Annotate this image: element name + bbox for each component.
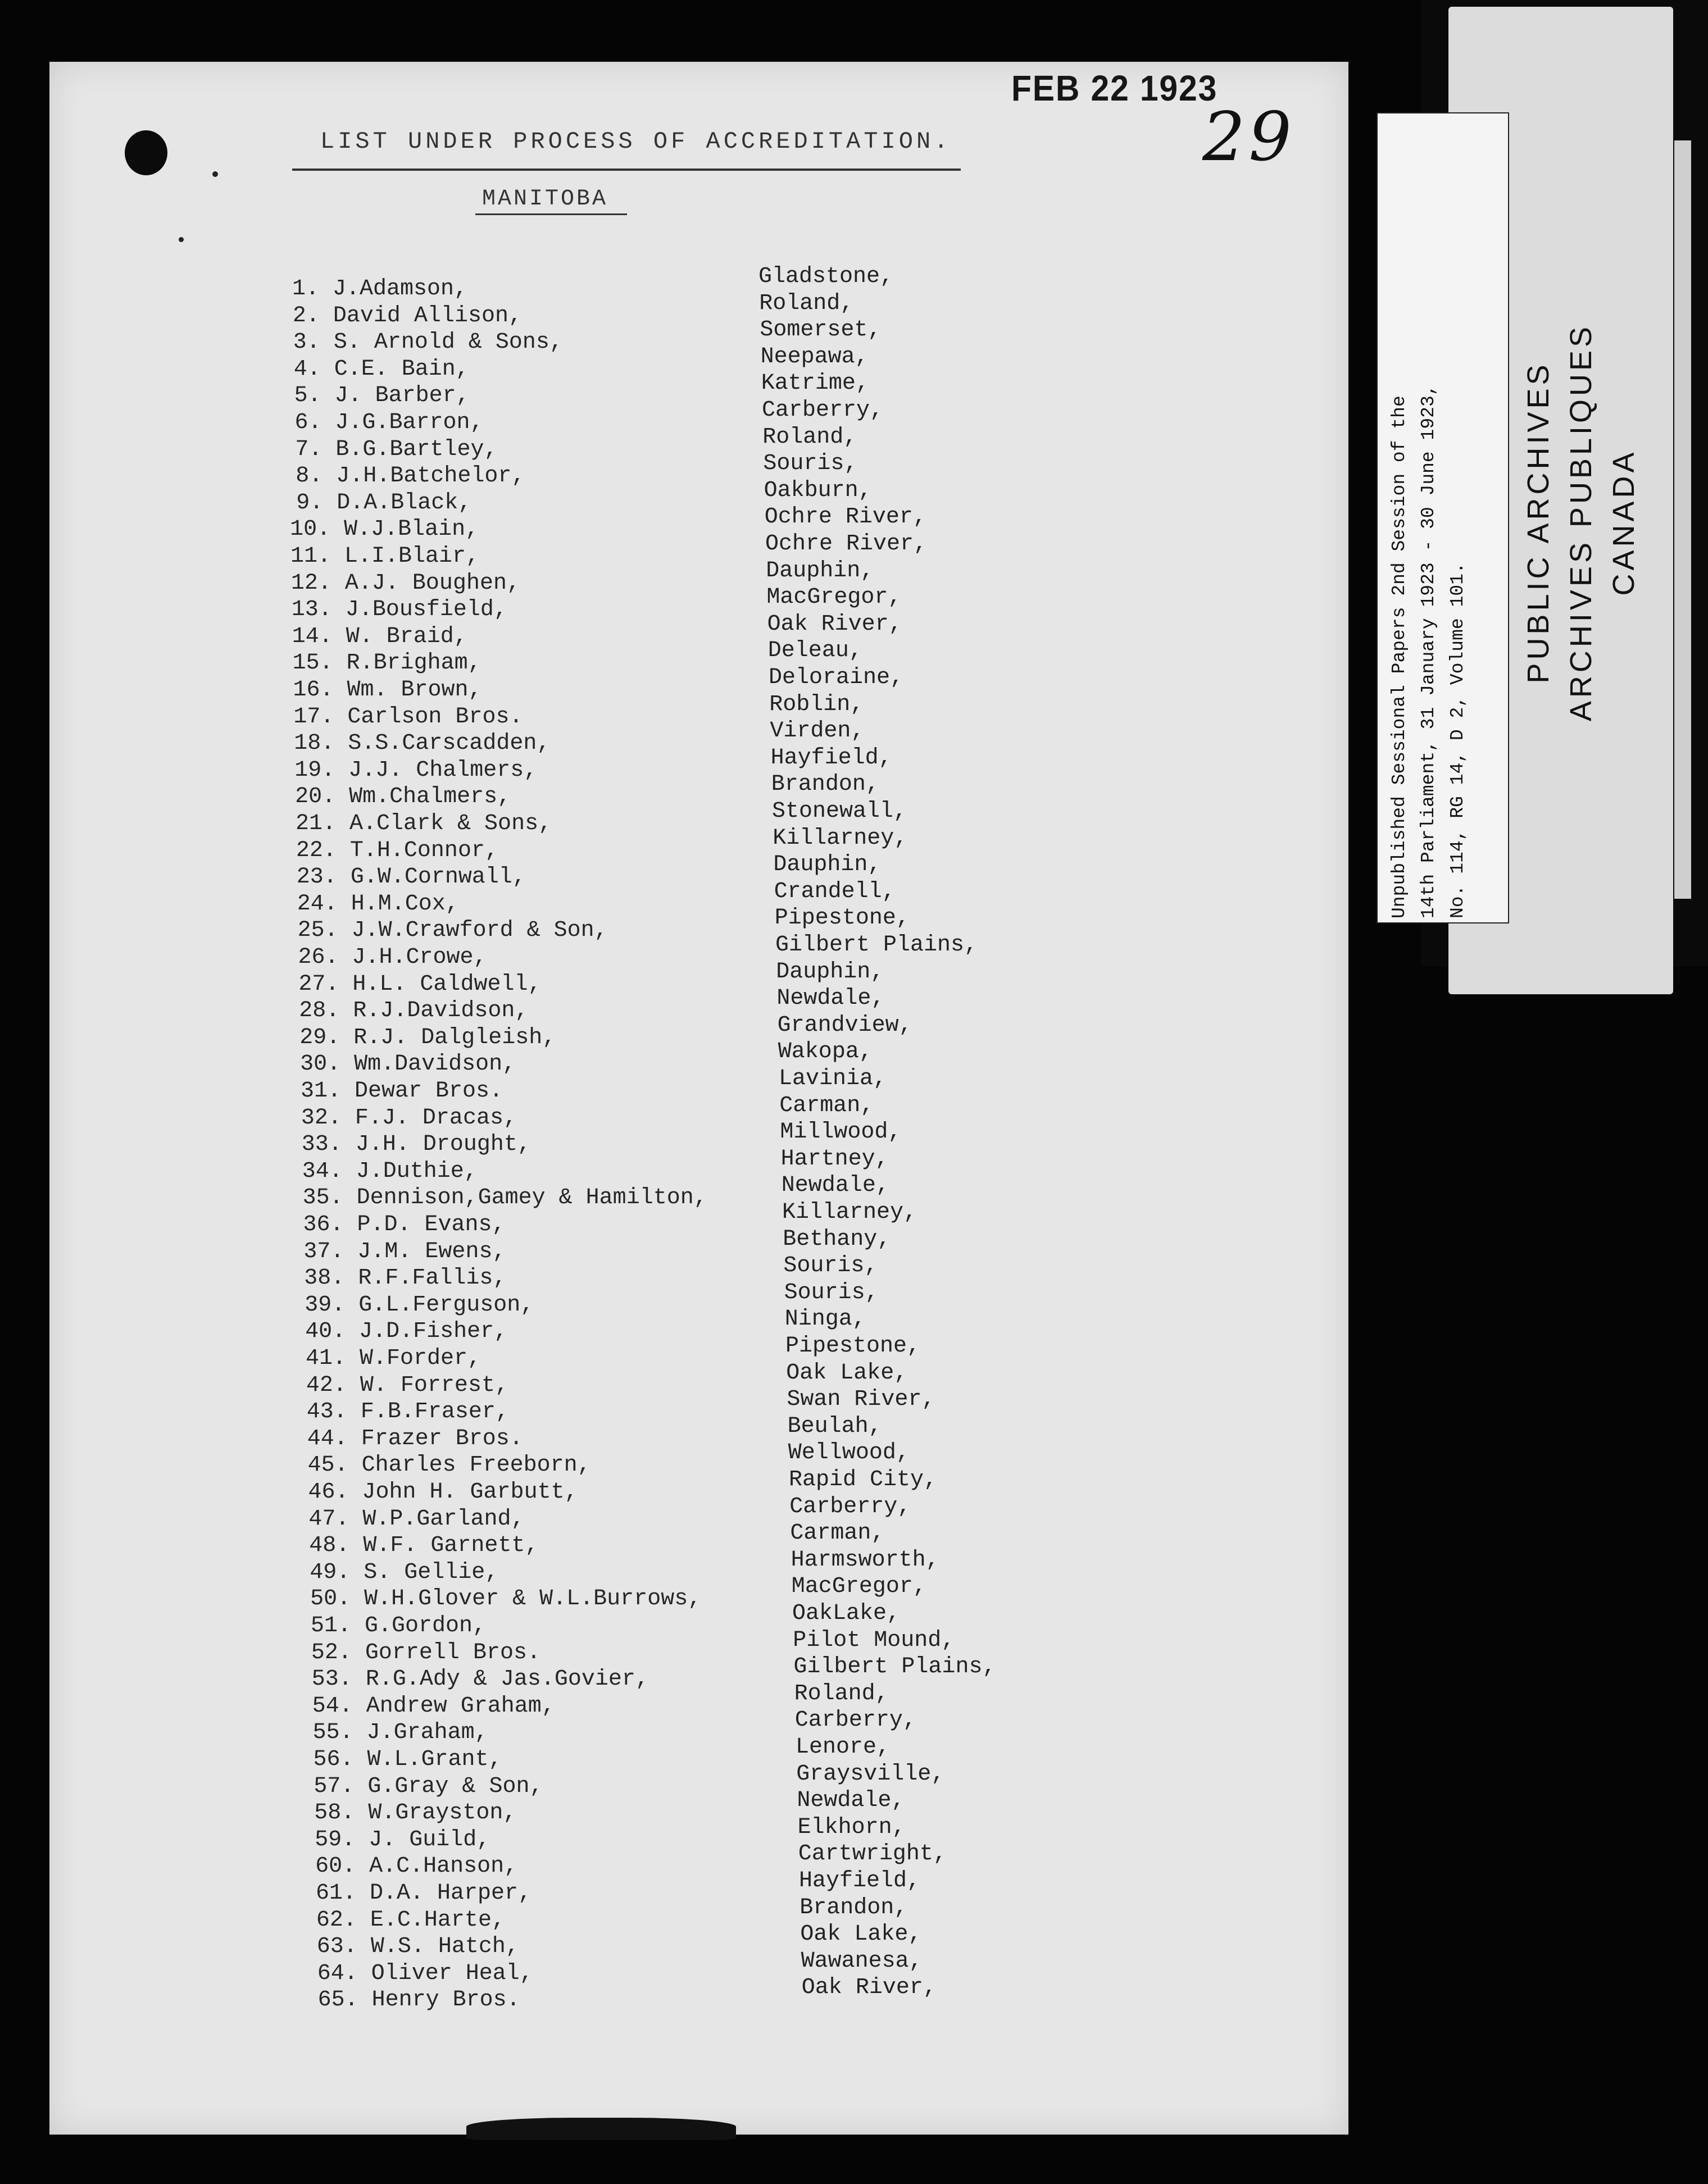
entry-location: Roblin, [769, 691, 864, 717]
list-item [314, 1773, 543, 1801]
entry-location: Lenore, [796, 1735, 891, 1760]
entry-name: L.I.Blair, [344, 544, 480, 569]
list-item [312, 1692, 555, 1721]
subheading-underline [475, 213, 627, 215]
archive-label-text [1385, 121, 1473, 918]
entry-location: Dauphin, [766, 558, 874, 584]
entry-location: Wawanesa, [801, 1948, 923, 1974]
entry-number: 4. [293, 356, 334, 382]
entry-name: W. Braid, [346, 624, 467, 649]
list-item [297, 890, 459, 918]
entry-name: G.Gray & Son, [367, 1773, 543, 1799]
document-heading: LIST UNDER PROCESS OF ACCREDITATION. [320, 128, 952, 155]
entry-location: Gladstone, [758, 264, 894, 289]
list-item [305, 1291, 534, 1320]
entry-location: MacGregor, [791, 1574, 926, 1600]
archive-stamp [1517, 275, 1645, 770]
entry-name: W.F. Garnett, [363, 1533, 539, 1559]
entry-number: 56. [313, 1747, 367, 1772]
entry-number: 25. [297, 918, 352, 944]
entry-number: 46. [308, 1480, 362, 1505]
entry-location: MacGregor, [766, 585, 902, 611]
entry-name: R.Brigham, [346, 650, 481, 676]
list-item [296, 462, 525, 490]
list-item [294, 356, 469, 384]
entry-location: Hartney, [780, 1146, 889, 1172]
entry-number: 49. [310, 1559, 364, 1585]
entry-number: 30. [300, 1052, 355, 1077]
entry-number: 18. [294, 731, 348, 757]
entry-location: Roland, [762, 424, 857, 450]
entry-number: 27. [298, 971, 353, 997]
list-item [307, 1425, 523, 1453]
archive-stamp-line: CANADA [1607, 449, 1641, 596]
entry-number: 14. [292, 624, 346, 649]
entry-name: S.S.Carscadden, [348, 731, 551, 757]
paper-speck [179, 237, 184, 242]
list-item [292, 623, 467, 651]
entry-number: 51. [311, 1613, 365, 1639]
entry-name: J.Graham, [366, 1720, 488, 1746]
entry-location: Gilbert Plains, [775, 932, 978, 958]
entry-location: Somerset, [760, 317, 882, 343]
entry-number: 20. [295, 784, 349, 810]
list-item [291, 570, 520, 598]
entry-location: Harmsworth, [791, 1547, 939, 1573]
entry-number: 38. [304, 1266, 358, 1291]
list-item [295, 409, 484, 437]
entry-number: 29. [299, 1025, 354, 1050]
entry-name: G.L.Ferguson, [358, 1292, 534, 1318]
entry-name: W. Forrest, [360, 1372, 508, 1398]
entry-name: J.H.Batchelor, [336, 463, 525, 489]
entry-number: 33. [301, 1132, 356, 1158]
list-item [297, 863, 526, 891]
entry-location: Brandon, [800, 1895, 908, 1921]
entry-location: Wakopa, [778, 1039, 873, 1065]
entry-number: 5. [294, 383, 335, 409]
list-item [294, 730, 550, 758]
list-item [299, 1024, 556, 1052]
entry-number: 53. [311, 1667, 366, 1692]
entry-name: Charles Freeborn, [361, 1453, 591, 1478]
entry-name: W.Forder, [360, 1346, 481, 1371]
entry-location: Crandell, [774, 879, 896, 904]
entry-number: 19. [294, 757, 349, 783]
heading-underline [292, 169, 961, 171]
entry-name: Carlson Bros. [347, 704, 523, 730]
list-item [295, 436, 497, 464]
entry-location: Oak Lake, [800, 1922, 922, 1948]
entry-location: Carberry, [794, 1708, 916, 1733]
list-item [293, 676, 482, 704]
entry-location: Stonewall, [772, 799, 907, 824]
entry-number: 24. [297, 891, 351, 917]
list-item [293, 329, 563, 357]
entry-location: Virden, [770, 718, 865, 744]
entry-name: A.C.Hanson, [369, 1854, 518, 1880]
entry-location: Elkhorn, [797, 1814, 906, 1840]
entry-location: OakLake, [792, 1601, 901, 1626]
entry-location: Lavinia, [779, 1066, 887, 1091]
entry-number: 6. [294, 410, 335, 435]
entry-name: G.Gordon, [365, 1613, 487, 1639]
entry-name: W.S. Hatch, [370, 1934, 519, 1960]
entry-name: A.J. Boughen, [344, 570, 520, 596]
entry-number: 41. [306, 1346, 360, 1371]
entry-number: 54. [312, 1693, 366, 1719]
list-item [294, 382, 470, 410]
list-item [303, 1211, 506, 1239]
entry-location: Hayfield, [770, 745, 892, 771]
entry-name: J.J. Chalmers, [348, 757, 538, 783]
entry-number: 26. [298, 945, 352, 970]
entry-number: 15. [292, 650, 347, 676]
entry-name: C.E. Bain, [334, 356, 469, 382]
list-item [306, 1372, 508, 1400]
list-item [306, 1345, 481, 1373]
entry-name: J.G.Barron, [335, 410, 484, 435]
list-item [301, 1104, 517, 1132]
entry-number: 45. [307, 1453, 362, 1478]
entry-number: 63. [316, 1934, 371, 1960]
entry-name: W.L.Grant, [367, 1747, 502, 1772]
entry-location: Swan River, [787, 1387, 935, 1413]
entry-name: J.Duthie, [356, 1158, 478, 1184]
entry-name: E.C.Harte, [370, 1907, 505, 1933]
entry-location: Roland, [759, 290, 854, 316]
entry-name: T.H.Connor, [349, 838, 498, 863]
entry-name: A.Clark & Sons, [349, 811, 552, 836]
folder-tab [1674, 140, 1691, 899]
entry-name: W.Grayston, [368, 1800, 517, 1826]
archive-label-line: No. 114, RG 14, D 2, Volume 101. [1447, 562, 1468, 918]
list-item [315, 1853, 517, 1881]
list-item [302, 1158, 478, 1186]
entry-location: Beulah, [787, 1413, 882, 1439]
entry-number: 8. [296, 463, 337, 489]
punch-hole [125, 130, 167, 175]
entry-location: Deleau, [767, 638, 862, 664]
list-item [299, 997, 528, 1025]
list-item [305, 1318, 507, 1346]
entry-number: 60. [315, 1854, 370, 1880]
entry-number: 58. [314, 1800, 369, 1826]
list-item [316, 1880, 532, 1908]
entry-location: Cartwright, [798, 1841, 947, 1867]
entry-number: 1. [292, 276, 333, 302]
archive-label-line: 14th Parliament, 31 January 1923 - 30 June 1923, [1418, 384, 1439, 918]
entry-location: Rapid City, [789, 1467, 938, 1493]
list-item [310, 1559, 498, 1587]
entry-location: Souris, [784, 1280, 879, 1305]
entry-location: Pipestone, [785, 1334, 921, 1359]
entry-location: Graysville, [796, 1761, 945, 1787]
list-item [293, 703, 523, 731]
entry-location: Oak Lake, [786, 1360, 908, 1386]
entry-number: 32. [301, 1105, 355, 1131]
entry-number: 16. [293, 677, 347, 703]
entry-location: Hayfield, [799, 1868, 921, 1894]
entry-number: 55. [312, 1720, 367, 1746]
entry-location: Oakburn, [764, 477, 872, 503]
entry-name: J.Bousfield, [345, 597, 507, 623]
entry-number: 2. [292, 303, 333, 329]
entry-number: 59. [315, 1827, 369, 1853]
list-item [310, 1585, 701, 1613]
entry-number: 65. [317, 1987, 372, 2013]
list-item [294, 757, 537, 785]
entry-number: 48. [309, 1533, 364, 1559]
list-item [298, 917, 608, 945]
entry-location: Souris, [783, 1253, 878, 1279]
entry-location: Ninga, [784, 1307, 866, 1332]
list-item [295, 783, 511, 811]
entry-name: H.L. Caldwell, [352, 971, 542, 997]
entry-name: Oliver Heal, [371, 1960, 533, 1986]
entry-name: H.M.Cox, [351, 891, 459, 917]
list-item [296, 837, 498, 865]
entry-name: J.Adamson, [333, 276, 468, 302]
entry-name: Gorrell Bros. [365, 1640, 540, 1666]
archive-stamp-line: ARCHIVES PUBLIQUES [1564, 323, 1598, 722]
entry-number: 28. [299, 998, 353, 1024]
page-number: 29 [1202, 98, 1295, 176]
entry-number: 37. [303, 1239, 358, 1264]
entry-name: S. Arnold & Sons, [333, 330, 563, 356]
entry-location: Grandview, [777, 1012, 912, 1038]
list-item [292, 275, 467, 303]
entry-name: John H. Garbutt, [362, 1480, 578, 1505]
entry-name: J.H.Crowe, [352, 945, 487, 970]
document-page [49, 62, 1348, 2135]
entry-number: 39. [305, 1292, 359, 1318]
entry-number: 23. [296, 865, 351, 890]
entry-location: Souris, [763, 451, 858, 477]
list-item [318, 1986, 520, 2014]
list-item [303, 1238, 506, 1266]
list-item [298, 971, 541, 999]
list-item [317, 1960, 533, 1988]
entry-name: R.J. Dalgleish, [353, 1025, 556, 1050]
entry-name: G.W.Cornwall, [350, 865, 526, 890]
entry-name: Andrew Graham, [366, 1693, 555, 1719]
list-item [311, 1612, 486, 1640]
entry-number: 35. [302, 1185, 357, 1211]
entry-number: 3. [293, 330, 334, 356]
list-item [292, 596, 507, 624]
entry-location: Pilot Mound, [793, 1627, 955, 1653]
list-item [314, 1799, 516, 1827]
list-item [317, 1933, 519, 1961]
entry-name: J. Barber, [334, 383, 470, 409]
entry-number: 44. [307, 1426, 361, 1452]
entry-location: Roland, [794, 1681, 889, 1707]
list-item [300, 1050, 516, 1079]
entry-number: 40. [305, 1319, 360, 1345]
entry-number: 31. [301, 1079, 355, 1104]
entry-location: Katrime, [761, 371, 869, 397]
entry-name: B.G.Bartley, [335, 436, 498, 462]
list-item [314, 1746, 502, 1774]
date-stamp: FEB 22 1923 [1011, 68, 1218, 108]
entry-number: 57. [314, 1773, 368, 1799]
list-item [308, 1505, 524, 1534]
entry-number: 61. [316, 1881, 370, 1906]
entry-name: Frazer Bros. [361, 1426, 523, 1452]
list-item [316, 1907, 505, 1935]
entry-number: 11. [290, 544, 345, 569]
list-item [298, 944, 487, 972]
entry-location: Deloraine, [769, 665, 904, 690]
entry-number: 9. [296, 490, 337, 516]
entry-location: Carman, [779, 1093, 874, 1118]
entry-name: Dewar Bros. [355, 1079, 503, 1104]
list-item [290, 543, 479, 571]
entry-location: Ochre River, [764, 504, 926, 530]
entry-location: Neepawa, [760, 344, 869, 370]
entry-number: 47. [308, 1506, 363, 1532]
entry-number: 52. [311, 1640, 365, 1666]
archive-stamp-line: PUBLIC ARCHIVES [1521, 361, 1555, 684]
archive-label-line: Unpublished Sessional Papers 2nd Session of the [1389, 395, 1410, 918]
entry-location: Bethany, [783, 1226, 891, 1252]
entry-location: Dauphin, [776, 959, 884, 985]
entry-location: Carberry, [789, 1494, 911, 1519]
list-item [296, 489, 471, 517]
entry-name: J.M. Ewens, [357, 1239, 506, 1264]
entry-number: 50. [310, 1586, 365, 1612]
list-item [315, 1826, 490, 1854]
list-item [303, 1184, 707, 1212]
entry-name: Wm.Chalmers, [349, 784, 511, 810]
entry-name: David Allison, [333, 303, 522, 329]
entry-location: Newdale, [781, 1173, 889, 1199]
entry-name: W.H.Glover & W.L.Burrows, [364, 1586, 702, 1612]
list-item [313, 1719, 488, 1747]
entry-name: S. Gellie, [364, 1559, 499, 1585]
entry-location: Oak River, [767, 611, 902, 637]
entry-name: Wm.Davidson, [354, 1052, 516, 1077]
entry-name: J. Guild, [369, 1827, 490, 1853]
entry-location: Pipestone, [774, 906, 910, 931]
entry-number: 34. [302, 1158, 356, 1184]
entry-name: J.D.Fisher, [359, 1319, 508, 1345]
document-subheading: MANITOBA [482, 186, 608, 212]
list-item [308, 1478, 578, 1507]
entry-location: Wellwood, [788, 1440, 910, 1466]
entry-location: Brandon, [771, 772, 879, 798]
entry-location: Newdale, [776, 986, 885, 1012]
entry-location: Killarney, [773, 825, 908, 851]
entry-name: J.H. Drought, [355, 1132, 531, 1158]
list-item [307, 1398, 509, 1426]
entry-location: Carberry, [762, 398, 884, 423]
entry-number: 42. [306, 1372, 360, 1398]
entry-name: D.A. Harper, [370, 1881, 532, 1906]
entry-name: J.W.Crawford & Son, [351, 918, 608, 944]
entry-number: 62. [316, 1907, 370, 1933]
list-item [309, 1532, 538, 1560]
entry-name: Dennison,Gamey & Hamilton, [356, 1185, 707, 1211]
list-item [312, 1666, 649, 1694]
entry-name: W.P.Garland, [362, 1506, 525, 1532]
entry-location: Ochre River, [765, 531, 928, 557]
entry-name: D.A.Black, [337, 490, 472, 516]
list-item [304, 1264, 506, 1293]
entry-location: Oak River, [801, 1975, 937, 2001]
list-item [296, 810, 552, 838]
entry-name: Wm. Brown, [347, 677, 482, 703]
entry-number: 64. [317, 1960, 371, 1986]
entry-name: F.J. Dracas, [355, 1105, 517, 1131]
entry-name: F.B.Fraser, [360, 1399, 509, 1425]
list-item [311, 1639, 540, 1667]
entry-number: 12. [290, 570, 345, 596]
entry-name: P.D. Evans, [357, 1212, 506, 1237]
entry-location: Millwood, [780, 1120, 902, 1145]
ink-smudge [466, 2118, 736, 2140]
list-item [293, 302, 522, 330]
entry-number: 13. [291, 597, 346, 623]
entry-location: Killarney, [782, 1200, 917, 1225]
entry-location: Gilbert Plains, [793, 1654, 996, 1680]
entry-location: Carman, [790, 1521, 885, 1546]
entry-name: W.J.Blain, [344, 517, 479, 543]
entry-number: 36. [303, 1212, 357, 1237]
entry-number: 7. [295, 436, 336, 462]
entry-number: 21. [296, 811, 350, 836]
entry-number: 17. [293, 704, 348, 730]
paper-speck [212, 171, 218, 177]
entry-name: R.F.Fallis, [358, 1266, 507, 1291]
entry-name: Henry Bros. [371, 1987, 520, 2013]
entry-name: R.J.Davidson, [353, 998, 529, 1024]
entry-number: 43. [306, 1399, 361, 1425]
entry-number: 10. [290, 517, 344, 543]
entry-number: 22. [296, 838, 350, 863]
entry-location: Newdale, [797, 1788, 905, 1814]
entry-location: Dauphin, [773, 852, 882, 878]
list-item [293, 649, 481, 677]
list-item [302, 1131, 531, 1159]
list-item [290, 516, 479, 544]
entry-name: R.G.Ady & Jas.Govier, [365, 1667, 649, 1692]
list-item [301, 1077, 503, 1105]
list-item [308, 1452, 591, 1480]
